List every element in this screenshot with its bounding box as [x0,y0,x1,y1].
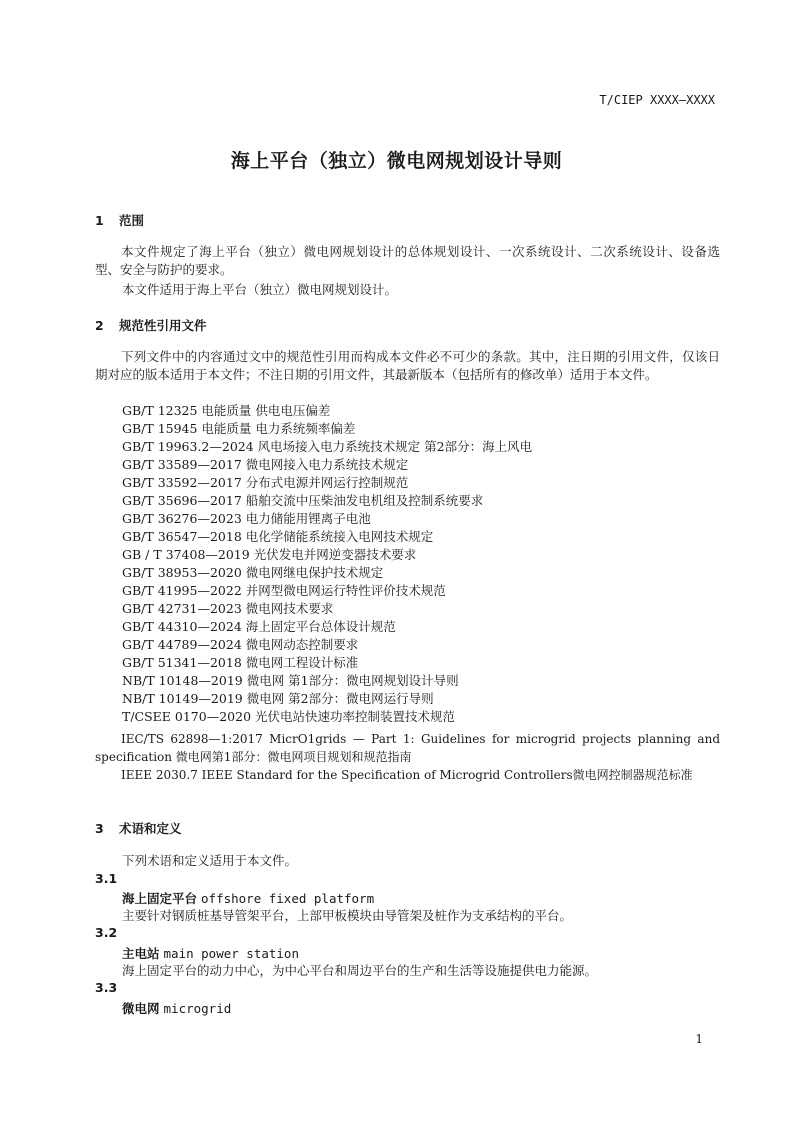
reference-item: GB/T 35696—2017 船舶交流中压柴油发电机组及控制系统要求 [122,493,484,508]
reference-item: GB/T 12325 电能质量 供电电压偏差 [122,403,331,418]
term-number: 3.2 [95,925,118,940]
page-number: 1 [695,1032,703,1046]
section-1-paragraph-2: 本文件适用于海上平台（独立）微电网规划设计。 [122,282,398,297]
term-heading [122,944,299,962]
term-heading [122,889,374,907]
term-name: 主电站 [122,946,160,961]
section-2-intro: 下列文件中的内容通过文中的规范性引用而构成本文件必不可少的条款。其中，注日期的引用文件，仅该日期对应的版本适用于本文件；不注日期的引用文件，其最新版本（包括所有的修改单）适用于本文件。 [95,349,720,382]
reference-item: GB / T 37408—2019 光伏发电并网逆变器技术要求 [122,547,417,562]
reference-item: GB/T 44310—2024 海上固定平台总体设计规范 [122,619,396,634]
reference-item: GB/T 44789—2024 微电网动态控制要求 [122,637,359,652]
reference-item: NB/T 10148—2019 微电网 第1部分：微电网规划设计导则 [122,673,459,688]
document-code: T/CIEP XXXX—XXXX [599,93,715,107]
section-3-intro: 下列术语和定义适用于本文件。 [122,853,298,868]
reference-item: GB/T 42731—2023 微电网技术要求 [122,601,334,616]
section-2-heading [95,316,207,334]
reference-item: GB/T 15945 电能质量 电力系统频率偏差 [122,421,356,436]
term-english: offshore fixed platform [201,891,375,906]
reference-item: GB/T 36547—2018 电化学储能系统接入电网技术规定 [122,529,434,544]
document-title: 海上平台（独立）微电网规划设计导则 [230,150,563,172]
term-english: main power station [163,946,299,961]
term-name: 微电网 [122,1001,160,1016]
section-title: 术语和定义 [119,821,182,836]
reference-item: T/CSEE 0170—2020 光伏电站快速功率控制装置技术规范 [122,709,455,724]
reference-item: GB/T 33589—2017 微电网接入电力系统技术规定 [122,457,409,472]
section-title: 规范性引用文件 [119,318,207,333]
reference-item-iec: IEC/TS 62898—1:2017 MicrO1grids — Part 1: Guidelines for microgrid projects planning and specification 微电网第1部分：微电网项目规划和规范指南 [95,732,720,764]
term-number: 3.1 [95,871,118,886]
reference-item: GB/T 41995—2022 并网型微电网运行特性评价技术规范 [122,583,446,598]
reference-item: GB/T 51341—2018 微电网工程设计标准 [122,655,359,670]
reference-item: GB/T 36276—2023 电力储能用锂离子电池 [122,511,371,526]
reference-item: GB/T 33592—2017 分布式电源并网运行控制规范 [122,475,409,490]
section-number: 3 [95,821,104,836]
reference-item: GB/T 38953—2020 微电网继电保护技术规定 [122,565,384,580]
term-definition: 海上固定平台的动力中心，为中心平台和周边平台的生产和生活等设施提供电力能源。 [122,963,598,978]
section-3-heading [95,819,182,837]
section-1-paragraph-1: 本文件规定了海上平台（独立）微电网规划设计的总体规划设计、一次系统设计、二次系统设计、设备选型、安全与防护的要求。 [95,244,720,277]
section-number: 2 [95,318,104,333]
term-english: microgrid [163,1001,232,1016]
section-1-heading [95,211,144,229]
section-number: 1 [95,213,104,228]
reference-item-ieee: IEEE 2030.7 IEEE Standard for the Specification of Microgrid Controllers微电网控制器规范标准 [121,768,693,782]
reference-item: GB/T 19963.2—2024 风电场接入电力系统技术规定 第2部分：海上风电 [122,439,533,454]
term-name: 海上固定平台 [122,891,198,906]
term-number: 3.3 [95,980,118,995]
term-definition: 主要针对钢质桩基导管架平台，上部甲板模块由导管架及桩作为支承结构的平台。 [122,908,573,923]
section-title: 范围 [119,213,145,228]
term-heading [122,999,231,1017]
reference-item: NB/T 10149—2019 微电网 第2部分：微电网运行导则 [122,691,434,706]
